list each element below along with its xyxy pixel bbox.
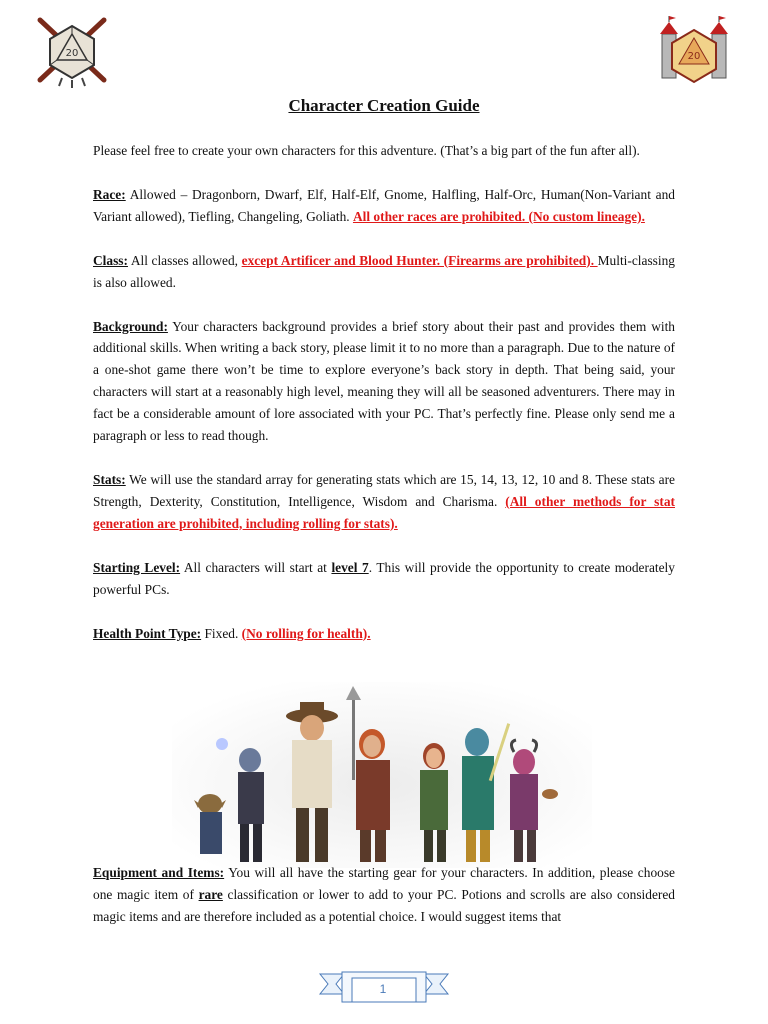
class-warning: except Artificer and Blood Hunter. (Firearms are prohibited). [241, 252, 598, 268]
health-paragraph [93, 623, 675, 645]
stats-paragraph [93, 469, 675, 535]
class-after: Multi-classing is also allowed. [93, 252, 675, 290]
race-label: Race: [93, 186, 126, 202]
starting-level-before: All characters will start at [180, 559, 332, 575]
class-text: All classes allowed, [127, 252, 242, 268]
starting-level-value: level 7 [331, 559, 369, 575]
dice-swords-logo-icon [32, 14, 112, 90]
starting-level-paragraph [93, 557, 675, 601]
starting-level-label: Starting Level: [93, 559, 181, 575]
svg-text:20: 20 [687, 51, 701, 62]
equipment-rarity: rare [198, 886, 223, 902]
svg-text:20: 20 [65, 48, 79, 59]
equipment-before: You will all have the starting gear for your characters. In addition, please choose one magic item of [93, 865, 675, 902]
page-title: Character Creation Guide [288, 96, 480, 115]
health-warning: (No rolling for health). [241, 625, 371, 641]
page-number: 1 [379, 982, 387, 996]
intro-paragraph: Please feel free to create your own characters for this adventure. (That’s a big part of the fun after all). [93, 143, 640, 158]
equipment-after: classification or lower to add to your PC. Potions and scrolls are also considered magic items and are therefore included as a potential choice. I would suggest items that [93, 886, 675, 924]
class-label: Class: [93, 252, 128, 268]
background-text: Your characters background provides a brief story about their past and provides them with additional skills. When writing a back story, please limit it to no more than a paragraph. Due to the nature of a one-shot game there won’t be time to explore everyone’s back story in depth. That being said, your characters will start at a reasonably high level, meaning they will all be seasoned adventurers. There may in fact be a considerable amount of lore associated with your PC. That’s perfectly fine. Please only send me a paragraph or less to read though. [93, 318, 675, 444]
equipment-paragraph [93, 862, 675, 928]
stats-label: Stats: [93, 471, 126, 487]
castle-dice-logo-icon [656, 14, 732, 86]
document-body [93, 140, 675, 666]
race-text: Allowed – Dragonborn, Dwarf, Elf, Half-Elf, Gnome, Halfling, Half-Orc, Human(Non-Variant and Variant allowed), Tiefling, Changeling, Goliath. [93, 186, 675, 224]
race-paragraph [93, 184, 675, 228]
health-label: Health Point Type: [93, 625, 202, 641]
background-paragraph [93, 316, 675, 447]
stats-warning: (All other methods for stat generation are prohibited, including rolling for stats). [93, 493, 675, 531]
starting-level-after: . This will provide the opportunity to create moderately powerful PCs. [93, 559, 675, 597]
health-text: Fixed. [201, 625, 242, 641]
stats-text: We will use the standard array for generating stats which are 15, 14, 13, 12, 10 and 8. These stats are Strength, Dexterity, Constitution, Intelligence, Wisdom and Charisma. [93, 471, 675, 509]
equipment-label: Equipment and Items: [93, 865, 225, 880]
adventuring-party-illustration [172, 682, 592, 868]
class-paragraph [93, 250, 675, 294]
race-warning: All other races are prohibited. (No custom lineage). [352, 208, 645, 224]
background-label: Background: [93, 318, 168, 334]
